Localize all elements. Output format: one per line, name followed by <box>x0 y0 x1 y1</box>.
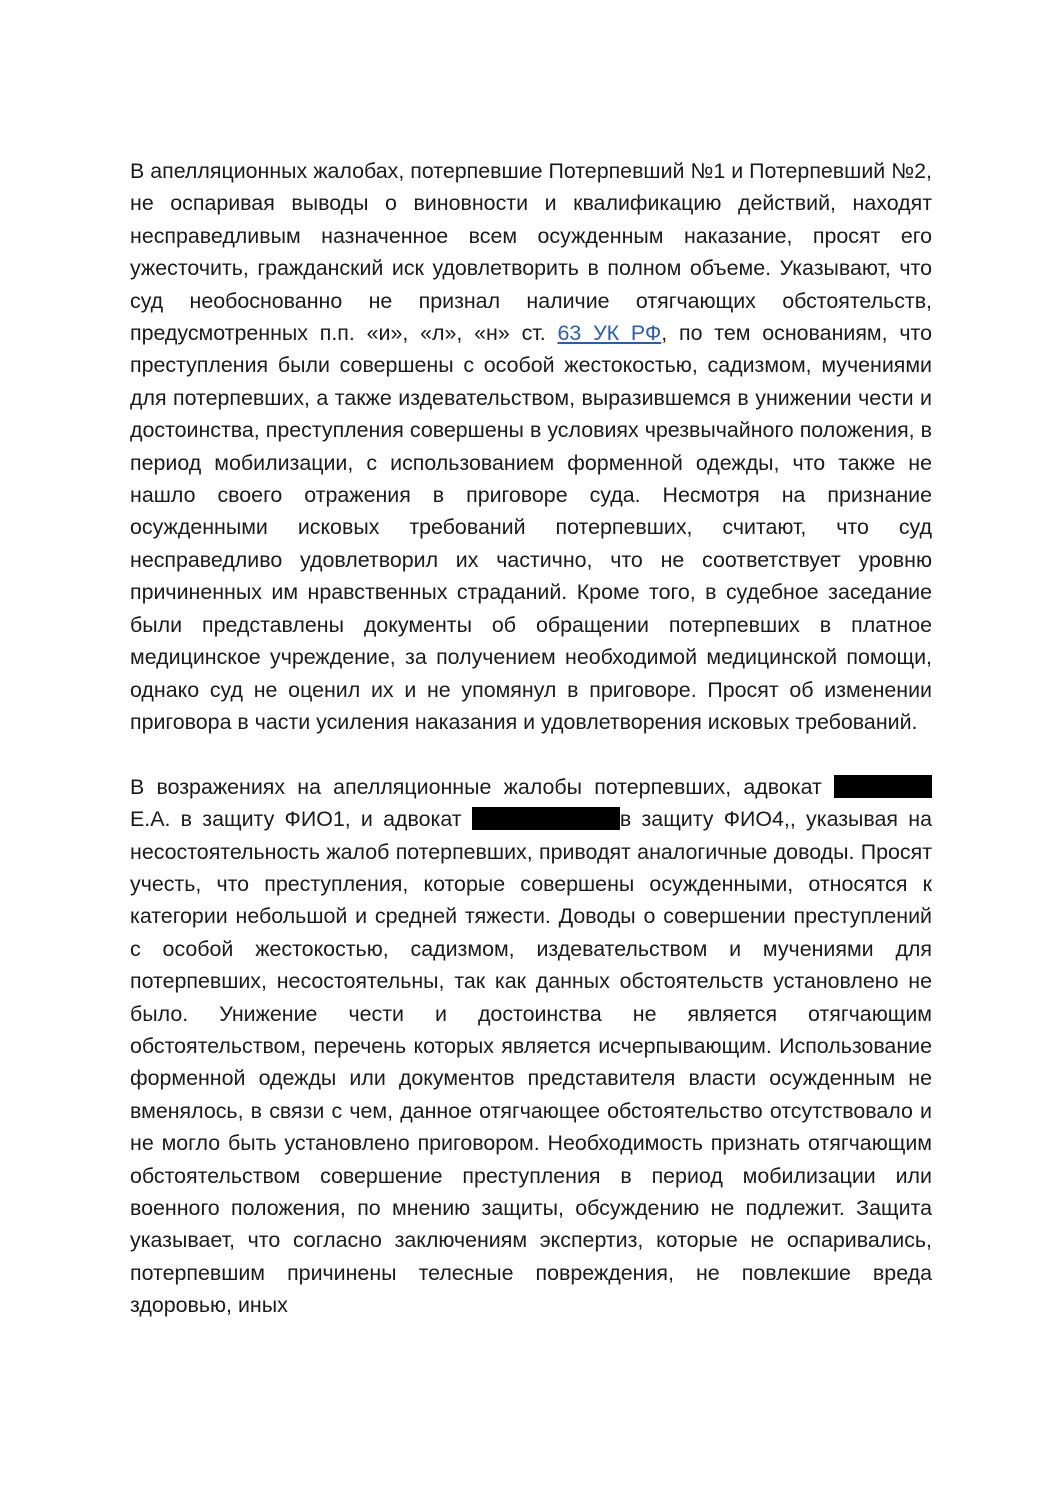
law-article-link[interactable]: 63 УК РФ <box>557 321 662 346</box>
paragraph-objections <box>130 771 932 1322</box>
redacted-name-block <box>472 807 620 830</box>
paragraph-objections-text-2: Е.А. в защиту ФИО1, и адвокат <box>130 807 472 832</box>
paragraph-appeals-text-start: В апелляционных жалобах, потерпевшие Потерпевший №1 и Потерпевший №2, не оспаривая выводы о виновности и квалификацию действий, находят несправедливым назначенное всем осужденным наказание, просят его ужесточить, гражданский иск удовлетворить в полном объеме. Указывают, что суд необоснованно не признал наличие отягчающих обстоятельств, предусмотренных п.п. «и», «л», «н» ст. <box>130 159 932 346</box>
paragraph-appeals-text-end: , по тем основаниям, что преступления были совершены с особой жестокостью, садизмом, мучениями для потерпевших, а также издевательством, выразившемся в унижении чести и достоинства, преступления совершены в условиях чрезвычайного положения, в период мобилизации, с использованием форменной одежды, что также не нашло своего отражения в приговоре суда. Несмотря на признание осужденными исковых требований потерпевших, считают, что суд несправедливо удовлетворил их частично, что не соответствует уровню причиненных им нравственных страданий. Кроме того, в судебное заседание были представлены документы об обращении потерпевших в платное медицинское учреждение, за получением необходимой медицинской помощи, однако суд не оценил их и не упомянул в приговоре. Просят об изменении приговора в части усиления наказания и удовлетворения исковых требований. <box>130 321 932 734</box>
paragraph-objections-text-1: В возражениях на апелляционные жалобы потерпевших, адвокат <box>130 774 834 799</box>
paragraph-appeals <box>130 155 932 738</box>
document-page <box>130 155 932 1322</box>
redacted-name-block <box>834 775 932 798</box>
paragraph-objections-text-3: в защиту ФИО4,, указывая на несостоятельность жалоб потерпевших, приводят аналогичные доводы. Просят учесть, что преступления, которые совершены осужденными, относятся к категории небольшой и средней тяжести. Доводы о совершении преступлений с особой жестокостью, садизмом, издевательством и мучениями для потерпевших, несостоятельны, так как данных обстоятельств установлено не было. Унижение чести и достоинства не является отягчающим обстоятельством, перечень которых является исчерпывающим. Использование форменной одежды или документов представителя власти осужденным не вменялось, в связи с чем, данное отягчающее обстоятельство отсутствовало и не могло быть установлено приговором. Необходимость признать отягчающим обстоятельством совершение преступления в период мобилизации или военного положения, по мнению защиты, обсуждению не подлежит. Защита указывает, что согласно заключениям экспертиз, которые не оспаривались, потерпевшим причинены телесные повреждения, не повлекшие вреда здоровью, иных <box>130 807 932 1318</box>
